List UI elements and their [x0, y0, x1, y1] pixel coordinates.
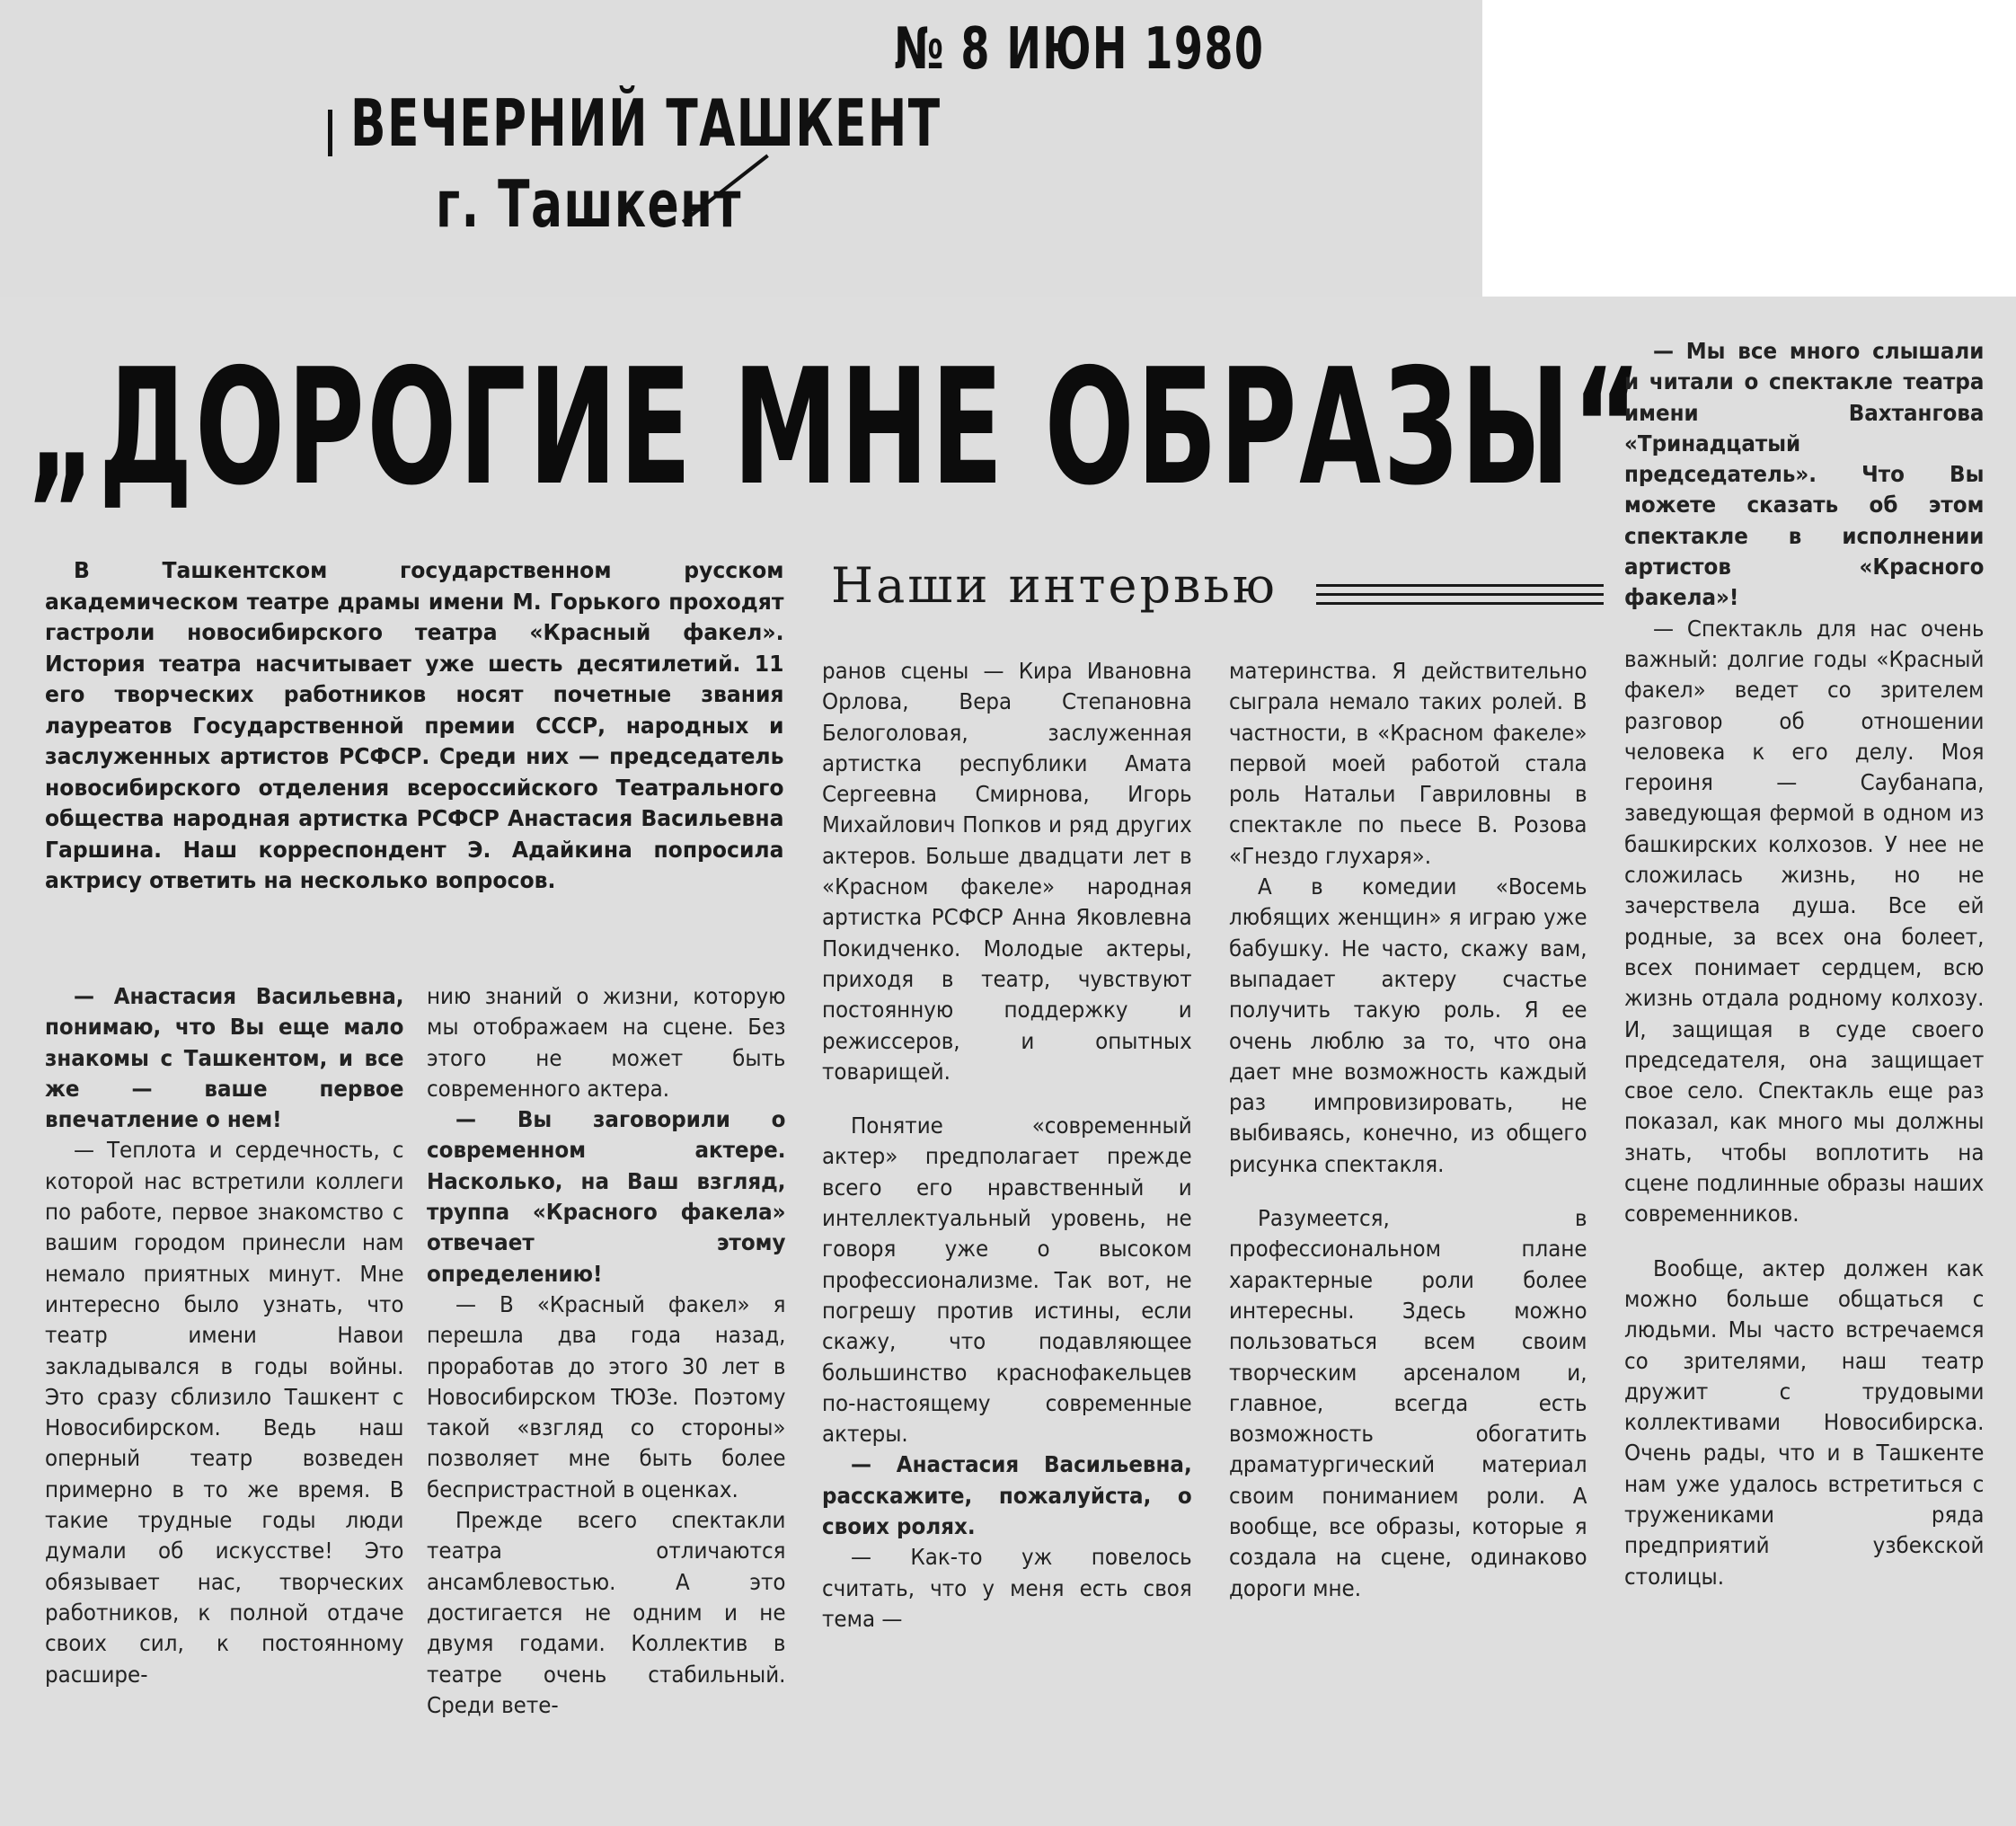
section-rule-line — [1316, 584, 1604, 587]
lead-paragraph: В Ташкентском государственном русском академическом театре драмы имени М. Горького проходят гастроли новосибирского театра «Красный факел». История театра насчитывает уже шесть десятилетий. 11 его творческих работников носят почетные звания лауреатов Государственной премии СССР, народных и заслуженных артистов РСФСР. Среди них — председатель новосибирского отделения всероссийского Театрального общества народная артистка РСФСР Анастасия Васильевна Гаршина. Наш корреспондент Э. Адайкина попросила актрису ответить на несколько вопросов. — [45, 557, 784, 893]
city-stamp: г. Ташкент — [436, 166, 742, 242]
answer-paragraph: Понятие «современный актер» предполагает прежде всего его нравственный и интеллектуальный уровень, не говоря уже о высоком профессионализме. Так вот, не погрешу против истины, если скажу, что подавляющее большинство краснофакельцев по-настоящему современные актеры. — [822, 1112, 1192, 1448]
answer-paragraph: А в комедии «Восемь любящих женщин» я играю уже бабушку. Не часто, скажу вам, выпадает актеру счастье получить такую роль. Я ее очень люблю за то, что она дает мне возможность каждый раз импровизировать, не выбиваясь, конечно, из общего рисунка спектакля. — [1229, 873, 1587, 1177]
question-paragraph: — Анастасия Васильевна, расскажите, пожалуйста, о своих ролях. — [822, 1451, 1192, 1540]
text-column-2 — [427, 981, 786, 1721]
answer-paragraph: — Теплота и сердечность, с которой нас встретили коллеги по работе, первое знакомство с вашим городом принесли нам немало приятных минут. Мне интересно было узнать, что театр имени Навои закладывался в годы войны. Это сразу сблизило Ташкент с Новосибирском. Ведь наш оперный театр возведен примерно в то же время. В такие трудные годы люди думали об искусстве! Это обязывает нас, творческих работников, к полной отдаче своих сил, к постоянному расшире- — [45, 1137, 404, 1688]
question-paragraph: — Вы заговорили о современном актере. Насколько, на Ваш взгляд, труппа «Красного факела» отвечает этому определению! — [427, 1106, 786, 1287]
answer-paragraph: нию знаний о жизни, которую мы отображаем на сцене. Без этого не может быть современного актера. — [427, 983, 786, 1102]
answer-paragraph: — Как-то уж повелось считать, что у меня есть своя тема — — [822, 1544, 1192, 1632]
answer-paragraph: — Спектакль для нас очень важный: долгие годы «Красный факел» ведет со зрителем разговор об отношении человека к его делу. Моя героиня — Саубанапа, заведующая фермой в одном из башкирских колхозов. У нее не сложилась жизнь, но не зачерствела душа. Все ей родные, за всех она болеет, всех понимает сердцем, всю жизнь отдала родному колхозу. И, защищая в суде своего председателя, она защищает свое село. Спектакль еще раз показал, как много мы должны знать, чтобы воплотить на сцене подлинные образы наших современников. — [1624, 615, 1985, 1228]
text-column-1 — [45, 981, 404, 1690]
question-paragraph: — Анастасия Васильевна, понимаю, что Вы еще мало знакомы с Ташкентом, и все же — ваше первое впечатление о нем! — [45, 983, 404, 1133]
text-column-4 — [1229, 656, 1587, 1604]
answer-paragraph: Вообще, актер должен как можно больше общаться с людьми. Мы часто встречаемся со зрителями, наш театр дружит с трудовыми коллективами Новосибирска. Очень рады, что и в Ташкенте нам уже удалось встретиться с тружениками ряда предприятий узбекской столицы. — [1624, 1254, 1985, 1590]
section-heading — [831, 557, 1604, 620]
text-column-5 — [1624, 336, 1984, 1592]
stamp-bar-mark — [328, 110, 332, 156]
answer-paragraph: материнства. Я действительно сыграла немало таких ролей. В частности, в «Красном факеле» первой моей работой стала роль Натальи Гавриловны в спектакле по пьесе В. Розова «Гнездо глухаря». — [1229, 658, 1587, 869]
answer-paragraph: — В «Красный факел» я перешла два года назад, проработав до этого 30 лет в Новосибирском ТЮЗе. Поэтому такой «взгляд со стороны» позволяет мне быть более беспристрастной в оценках. — [427, 1290, 786, 1502]
section-rule-line — [1316, 593, 1604, 596]
question-paragraph: — Мы все много слышали и читали о спектакле театра имени Вахтангова «Тринадцатый председатель». Что Вы можете сказать об этом спектакле в исполнении артистов «Красного факела»! — [1624, 338, 1985, 611]
date-stamp: № 8 ИЮН 1980 — [894, 16, 1265, 83]
text-column-3 — [822, 656, 1192, 1635]
answer-paragraph: Прежде всего спектакли театра отличаются ансамблевостью. А это достигается не одним и не двумя годами. Коллектив в театре очень стабильный. Среди вете- — [427, 1507, 786, 1718]
article-headline: „ДОРОГИЕ МНЕ ОБРАЗЫ“ — [27, 334, 1645, 520]
section-rule-line — [1316, 602, 1604, 605]
answer-paragraph: ранов сцены — Кира Ивановна Орлова, Вера Степановна Белоголовая, заслуженная артистка республики Амата Сергеевна Смирнова, Игорь Михайлович Попков и ряд других актеров. Больше двадцати лет в «Красном факеле» народная артистка РСФСР Анна Яковлевна Покидченко. Молодые актеры, приходя в театр, чувствуют постоянную поддержку и режиссеров, и опытных товарищей. — [822, 658, 1192, 1085]
section-title: Наши интервью — [831, 557, 1278, 614]
newspaper-stamp: ВЕЧЕРНИЙ ТАШКЕНТ — [350, 85, 942, 161]
answer-paragraph: Разумеется, в профессиональном плане характерные роли более интересны. Здесь можно пользоваться всем своим творческим арсеналом и, главное, всегда есть возможность обогатить драматургический материал своим пониманием роли. А вообще, все образы, которые я создала на сцене, одинаково дороги мне. — [1229, 1205, 1587, 1601]
article-lead — [45, 555, 784, 897]
